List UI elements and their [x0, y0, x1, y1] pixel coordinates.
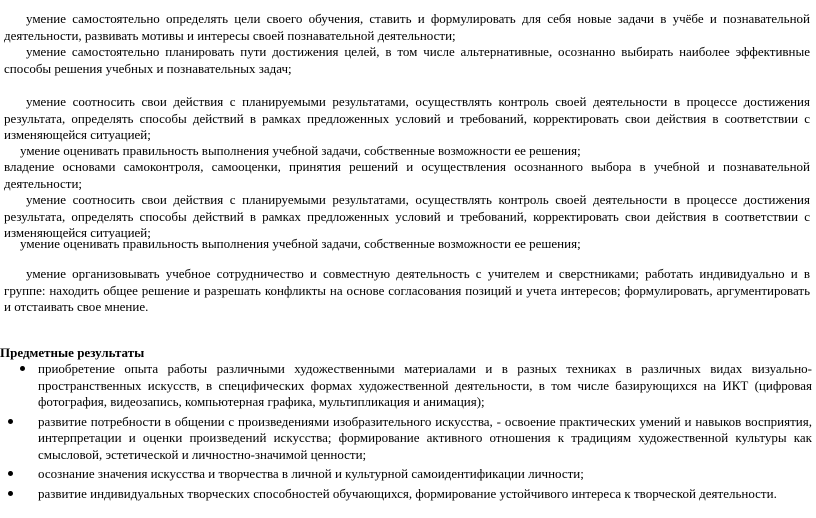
bullet-icon: [20, 366, 25, 371]
list-item: [0, 486, 812, 503]
list-item-text: приобретение опыта работы различными художественными материалами и в разных техниках в различных видах визуально-пространственных искусств, в специфических формах художественной деятельности, в том числе базирующихся на ИКТ (цифровая фотография, видеозапись, компьютерная графика, мультипликация и анимация);: [38, 361, 812, 409]
list-item-text: развитие потребности в общении с произведениями изобразительного искусства, - освоение практических умений и навыков восприятия, интерпретации и оценки произведений искусства; формирование активного отношения к традициям художественной культуры как смысловой, эстетической и личностно-значимой ценности;: [38, 413, 812, 462]
list-item: [0, 414, 812, 464]
paragraph-correlate-actions-repeat: умение соотносить свои действия с планируемыми результатами, осуществлять контроль своей деятельности в процессе достижения результата, определять способы действий в рамках предложенных условий и требований, корректировать свои действия в соответствии с изменяющейся ситуацией;: [4, 192, 810, 240]
bullet-icon: [8, 471, 13, 476]
paragraph-evaluate-task-repeat: умение оценивать правильность выполнения учебной задачи, собственные возможности ее решения;: [20, 236, 581, 251]
paragraph-correlate-actions: умение соотносить свои действия с планируемыми результатами, осуществлять контроль своей деятельности в процессе достижения результата, определять способы действий в рамках предложенных условий и требований, корректировать свои действия в соответствии с изменяющейся ситуацией;: [4, 94, 810, 142]
results-list: [0, 361, 812, 505]
list-item: [0, 361, 812, 411]
list-item-text: развитие индивидуальных творческих способностей обучающихся, формирование устойчивого интереса к творческой деятельности.: [38, 485, 777, 501]
paragraph-cooperation: умение организовывать учебное сотрудничество и совместную деятельность с учителем и сверстниками; работать индивидуально и в группе: находить общее решение и разрешать конфликты на основе согласования позиций и учета интересов; формулировать, аргументировать и отстаивать свое мнение.: [4, 266, 810, 314]
bullet-icon: [8, 419, 13, 424]
list-item: [0, 466, 812, 483]
list-item-text: осознание значения искусства и творчества в личной и культурной самоидентификации личности;: [38, 466, 584, 481]
section-heading: Предметные результаты: [0, 345, 145, 360]
bullet-icon: [8, 491, 13, 496]
paragraph-evaluate-task: умение оценивать правильность выполнения учебной задачи, собственные возможности ее решения;: [20, 143, 581, 158]
paragraph-goals: умение самостоятельно определять цели своего обучения, ставить и формулировать для себя новые задачи в учёбе и познавательной деятельности, развивать мотивы и интересы своей познавательной деятельности;: [4, 11, 810, 43]
paragraph-self-control: владение основами самоконтроля, самооценки, принятия решений и осуществления осознанного выбора в учебной и познавательной деятельности;: [4, 159, 810, 191]
paragraph-planning: умение самостоятельно планировать пути достижения целей, в том числе альтернативные, осознанно выбирать наиболее эффективные способы решения учебных и познавательных задач;: [4, 44, 810, 76]
